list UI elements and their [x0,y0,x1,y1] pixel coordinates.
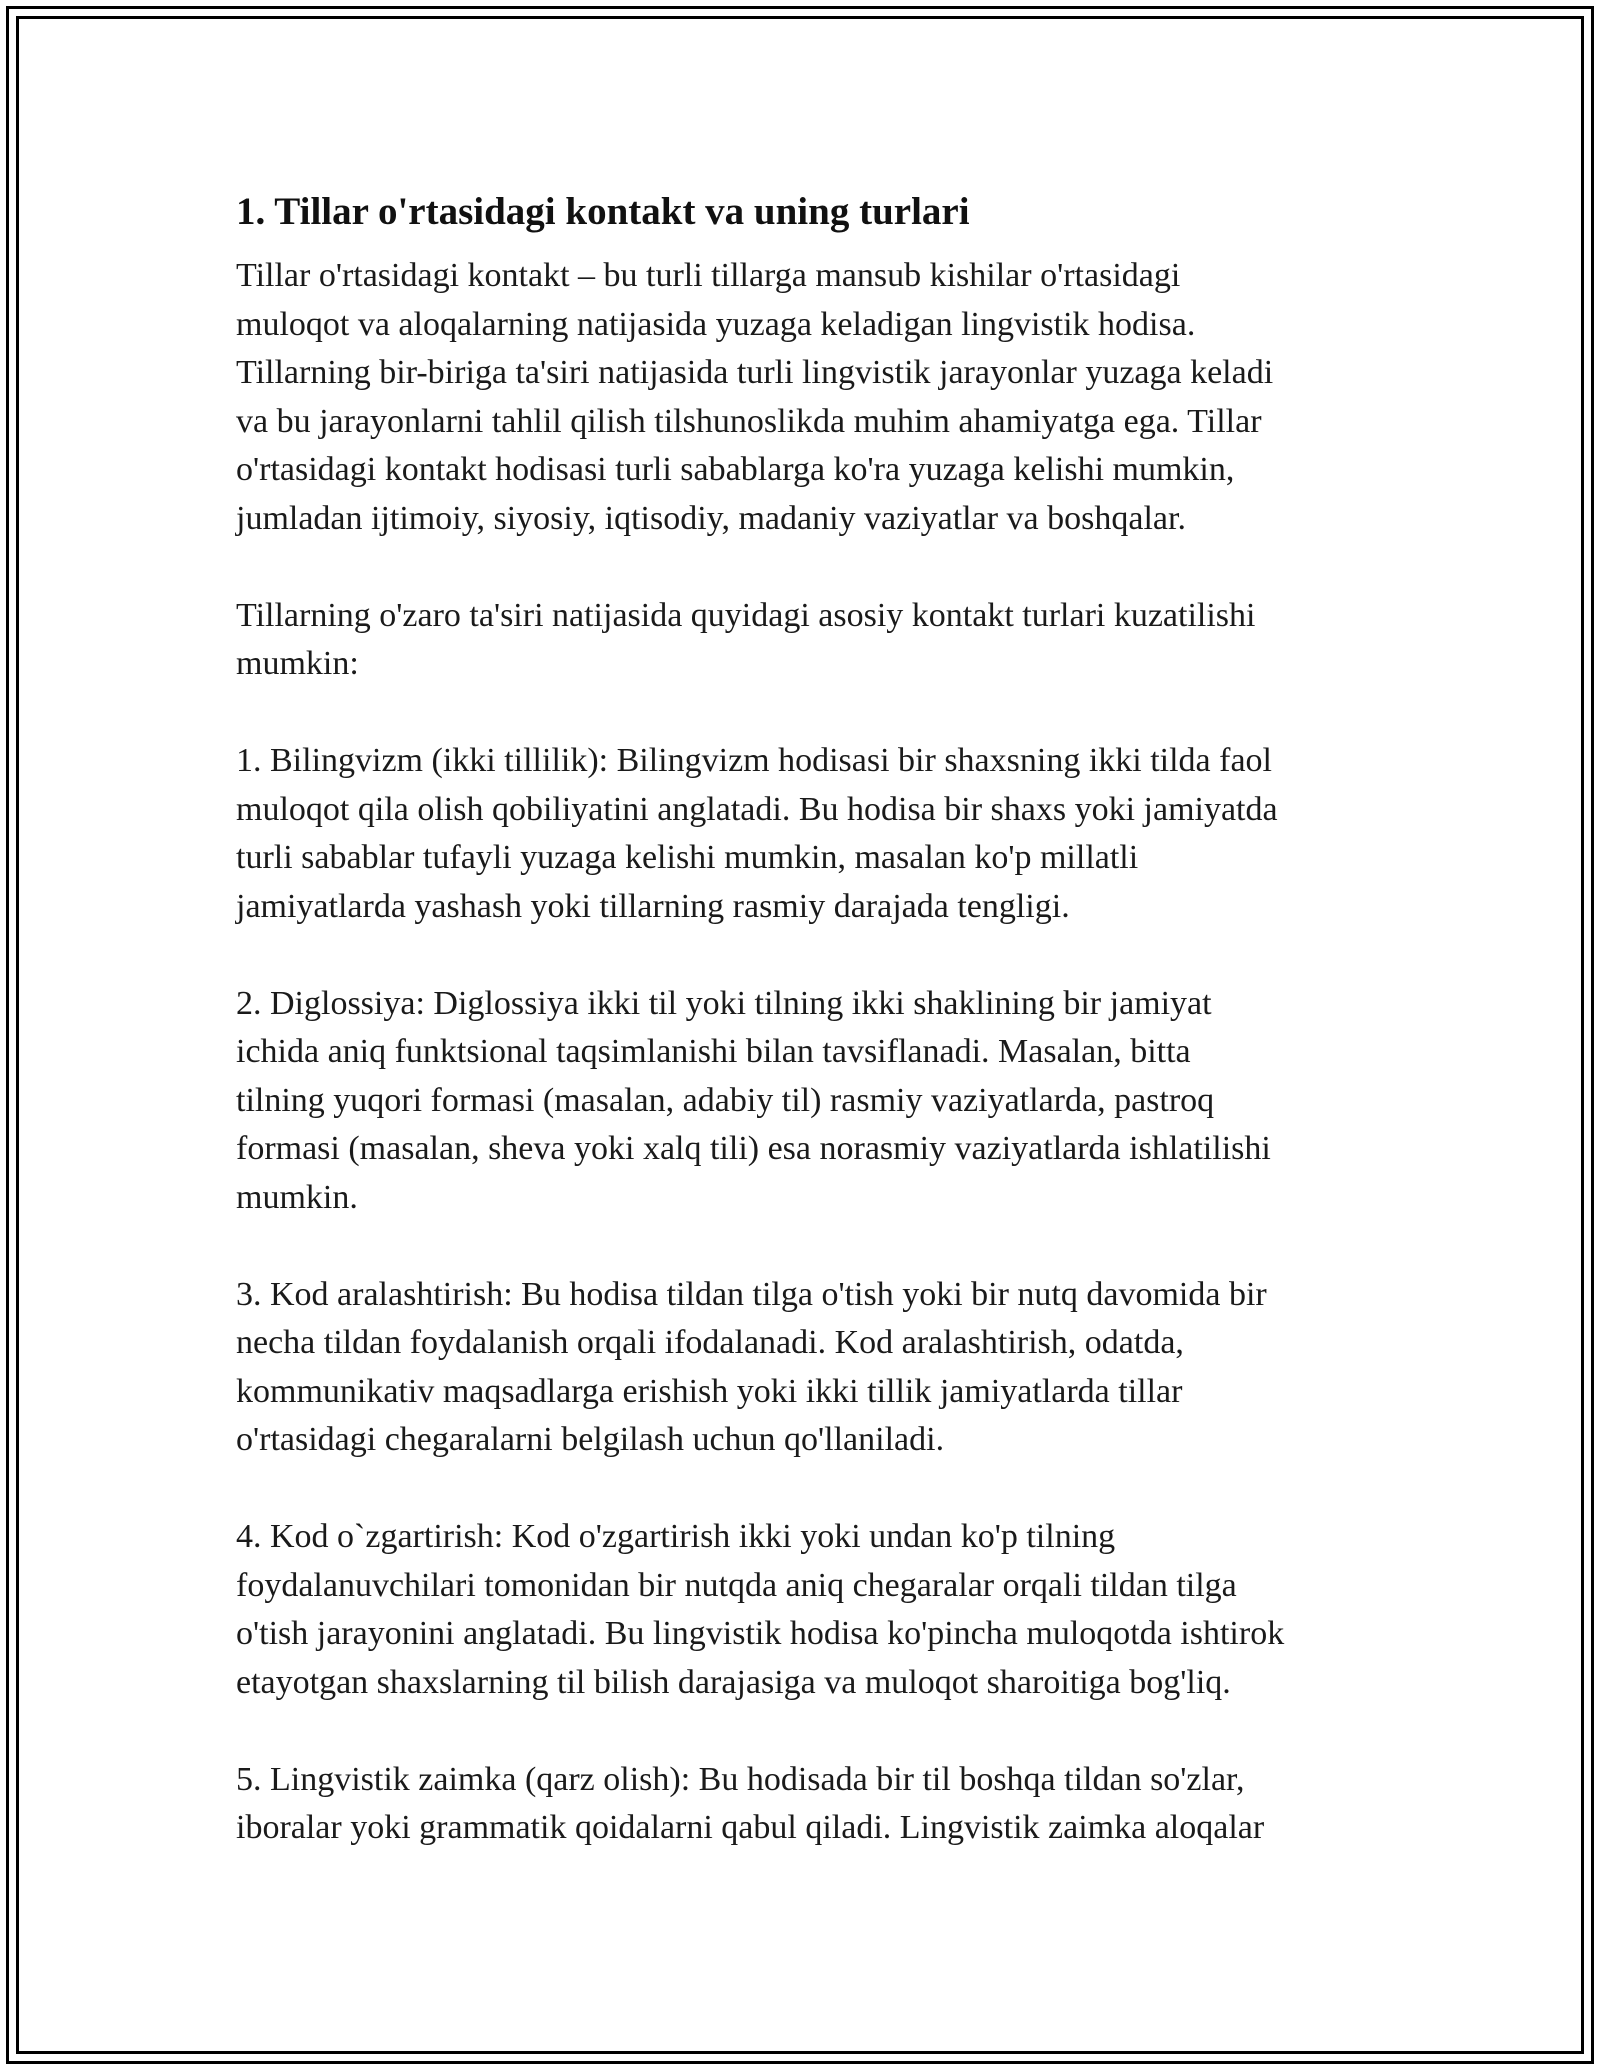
paragraph-line: kommunikativ maqsadlarga erishish yoki ikki tillik jamiyatlarda tillar [236,1372,1183,1410]
paragraph [236,252,1376,543]
paragraph-line: 2. Diglossiya: Diglossiya ikki til yoki tilning ikki shaklining bir jamiyat [236,984,1212,1022]
paragraph-line: mumkin. [236,1178,358,1216]
paragraph-line: formasi (masalan, sheva yoki xalq tili) esa norasmiy vaziyatlarda ishlatilishi [236,1130,1271,1167]
paragraph-line: jumladan ijtimoiy, siyosiy, iqtisodiy, madaniy vaziyatlar va boshqalar. [236,499,1186,537]
paragraph [236,1271,1376,1465]
paragraph [236,980,1376,1223]
paragraph-line: necha tildan foydalanish orqali ifodalanadi. Kod aralashtirish, odatda, [236,1324,1184,1361]
paragraph-line: muloqot qila olish qobiliyatini anglatadi. Bu hodisa bir shaxs yoki jamiyatda [236,790,1278,828]
paragraph [236,737,1376,931]
paragraph-line: 4. Kod o`zgartirish: Kod o'zgartirish ikki yoki undan ko'p tilning [236,1518,1116,1555]
paragraph-line: 1. Bilingvizm (ikki tillilik): Bilingvizm hodisasi bir shaxsning ikki tilda faol [236,742,1273,779]
paragraph-line: Tillar o'rtasidagi kontakt – bu turli tillarga mansub kishilar o'rtasidagi [236,257,1181,294]
paragraph-line: iboralar yoki grammatik qoidalarni qabul qiladi. Lingvistik zaimka aloqalar [236,1809,1265,1846]
document-body [236,186,1376,1901]
paragraph-line: etayotgan shaxslarning til bilish darajasiga va muloqot sharoitiga bog'liq. [236,1663,1231,1701]
paragraph-line: mumkin: [236,645,359,682]
paragraph-line: jamiyatlarda yashash yoki tillarning rasmiy darajada tengligi. [236,887,1070,925]
paragraph-line: o'tish jarayonini anglatadi. Bu lingvistik hodisa ko'pincha muloqotda ishtirok [236,1615,1285,1652]
paragraph-line: muloqot va aloqalarning natijasida yuzaga keladigan lingvistik hodisa. [236,305,1196,343]
paragraph-line: ichida aniq funktsional taqsimlanishi bilan tavsiflanadi. Masalan, bitta [236,1033,1191,1070]
paragraph [236,1756,1376,1853]
section-heading: 1. Tillar o'rtasidagi kontakt va uning turlari [236,190,970,233]
paragraph-list [236,252,1376,1853]
paragraph-line: va bu jarayonlarni tahlil qilish tilshunoslikda muhim ahamiyatga ega. Tillar [236,402,1262,440]
paragraph-line: Tillarning o'zaro ta'siri natijasida quyidagi asosiy kontakt turlari kuzatilishi [236,596,1256,634]
paragraph-line: turli sabablar tufayli yuzaga kelishi mumkin, masalan ko'p millatli [236,839,1139,876]
paragraph-line: 5. Lingvistik zaimka (qarz olish): Bu hodisada bir til boshqa tildan so'zlar, [236,1760,1245,1798]
paragraph-line: foydalanuvchilari tomonidan bir nutqda aniq chegaralar orqali tildan tilga [236,1566,1237,1604]
paragraph-line: 3. Kod aralashtirish: Bu hodisa tildan tilga o'tish yoki bir nutq davomida bir [236,1275,1267,1313]
paragraph-line: Tillarning bir-biriga ta'siri natijasida turli lingvistik jarayonlar yuzaga keladi [236,354,1274,391]
paragraph-line: o'rtasidagi kontakt hodisasi turli sabablarga ko'ra yuzaga kelishi mumkin, [236,451,1235,488]
paragraph [236,1513,1376,1707]
paragraph-line: tilning yuqori formasi (masalan, adabiy til) rasmiy vaziyatlarda, pastroq [236,1081,1215,1119]
paragraph [236,592,1376,689]
paragraph-line: o'rtasidagi chegaralarni belgilash uchun qo'llaniladi. [236,1421,945,1458]
